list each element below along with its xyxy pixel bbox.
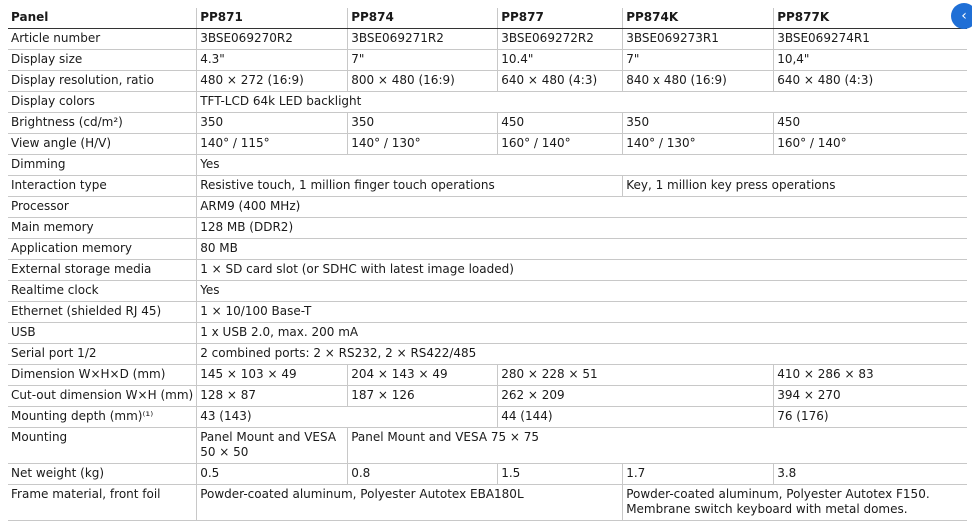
table-row bbox=[8, 71, 967, 92]
cell: 76 (176) bbox=[774, 407, 967, 428]
cell: 280 × 228 × 51 bbox=[498, 365, 774, 386]
table-row bbox=[8, 176, 967, 197]
row-label: Processor bbox=[8, 197, 197, 218]
cell: 450 bbox=[774, 113, 967, 134]
cell: 3BSE069271R2 bbox=[348, 29, 498, 50]
panel-header: Panel bbox=[8, 8, 197, 29]
table-row bbox=[8, 197, 967, 218]
cell: 7" bbox=[348, 50, 498, 71]
cell: 43 (143) bbox=[197, 407, 498, 428]
cell: 800 × 480 (16:9) bbox=[348, 71, 498, 92]
cell: Panel Mount and VESA 50 × 50 bbox=[197, 428, 348, 464]
row-label: Dimming bbox=[8, 155, 197, 176]
table-row bbox=[8, 239, 967, 260]
cell: 1.7 bbox=[623, 464, 774, 485]
cell: Yes bbox=[197, 281, 967, 302]
row-label: Serial port 1/2 bbox=[8, 344, 197, 365]
cell: 480 × 272 (16:9) bbox=[197, 71, 348, 92]
cell: Key, 1 million key press operations bbox=[623, 176, 967, 197]
chevron-left-icon: ‹ bbox=[961, 8, 967, 24]
row-label: Net weight (kg) bbox=[8, 464, 197, 485]
table-row bbox=[8, 428, 967, 464]
cell: 840 x 480 (16:9) bbox=[623, 71, 774, 92]
model-header: PP877 bbox=[498, 8, 623, 29]
cell: Yes bbox=[197, 155, 967, 176]
table-row bbox=[8, 113, 967, 134]
table-row bbox=[8, 365, 967, 386]
cell: 262 × 209 bbox=[498, 386, 774, 407]
cell: 3BSE069270R2 bbox=[197, 29, 348, 50]
cell: Resistive touch, 1 million finger touch operations bbox=[197, 176, 623, 197]
table-row bbox=[8, 323, 967, 344]
cell: 0.5 bbox=[197, 464, 348, 485]
cell: 2 combined ports: 2 × RS232, 2 × RS422/485 bbox=[197, 344, 967, 365]
model-header: PP874 bbox=[348, 8, 498, 29]
model-header: PP877K bbox=[774, 8, 967, 29]
cell: 10.4" bbox=[498, 50, 623, 71]
row-label: Display size bbox=[8, 50, 197, 71]
cell: 204 × 143 × 49 bbox=[348, 365, 498, 386]
table-row bbox=[8, 407, 967, 428]
row-label: Brightness (cd/m²) bbox=[8, 113, 197, 134]
row-label: View angle (H/V) bbox=[8, 134, 197, 155]
cell: 3BSE069272R2 bbox=[498, 29, 623, 50]
cell: 140° / 115° bbox=[197, 134, 348, 155]
table-row bbox=[8, 155, 967, 176]
table-row bbox=[8, 218, 967, 239]
row-label: Ethernet (shielded RJ 45) bbox=[8, 302, 197, 323]
cell: 1 × SD card slot (or SDHC with latest image loaded) bbox=[197, 260, 967, 281]
table-row bbox=[8, 281, 967, 302]
row-label: External storage media bbox=[8, 260, 197, 281]
cell: 4.3" bbox=[197, 50, 348, 71]
spec-table bbox=[8, 8, 967, 521]
header-row bbox=[8, 8, 967, 29]
row-label: Dimension W×H×D (mm) bbox=[8, 365, 197, 386]
table-row bbox=[8, 134, 967, 155]
cell: 44 (144) bbox=[498, 407, 774, 428]
cell: Powder-coated aluminum, Polyester Autotex F150. Membrane switch keyboard with metal domes. bbox=[623, 485, 967, 521]
cell: 187 × 126 bbox=[348, 386, 498, 407]
row-label: Application memory bbox=[8, 239, 197, 260]
cell: 640 × 480 (4:3) bbox=[498, 71, 623, 92]
cell: 1 x USB 2.0, max. 200 mA bbox=[197, 323, 967, 344]
table-row bbox=[8, 50, 967, 71]
cell: ARM9 (400 MHz) bbox=[197, 197, 967, 218]
cell: 80 MB bbox=[197, 239, 967, 260]
cell: 450 bbox=[498, 113, 623, 134]
model-header: PP871 bbox=[197, 8, 348, 29]
cell: Powder-coated aluminum, Polyester Autotex EBA180L bbox=[197, 485, 623, 521]
row-label: Cut-out dimension W×H (mm) bbox=[8, 386, 197, 407]
cell: 128 × 87 bbox=[197, 386, 348, 407]
table-row bbox=[8, 92, 967, 113]
row-label: Frame material, front foil bbox=[8, 485, 197, 521]
cell: 160° / 140° bbox=[774, 134, 967, 155]
cell: 394 × 270 bbox=[774, 386, 967, 407]
row-label: Mounting depth (mm)⁽¹⁾ bbox=[8, 407, 197, 428]
cell: 140° / 130° bbox=[348, 134, 498, 155]
row-label: Mounting bbox=[8, 428, 197, 464]
cell: 3.8 bbox=[774, 464, 967, 485]
table-row bbox=[8, 302, 967, 323]
cell: 7" bbox=[623, 50, 774, 71]
row-label: Interaction type bbox=[8, 176, 197, 197]
cell: 0.8 bbox=[348, 464, 498, 485]
row-label: Display resolution, ratio bbox=[8, 71, 197, 92]
cell: 140° / 130° bbox=[623, 134, 774, 155]
cell: 160° / 140° bbox=[498, 134, 623, 155]
row-label: Main memory bbox=[8, 218, 197, 239]
row-label: Display colors bbox=[8, 92, 197, 113]
cell: Panel Mount and VESA 75 × 75 bbox=[348, 428, 967, 464]
row-label: USB bbox=[8, 323, 197, 344]
row-label: Article number bbox=[8, 29, 197, 50]
table-row bbox=[8, 464, 967, 485]
cell: TFT-LCD 64k LED backlight bbox=[197, 92, 967, 113]
cell: 640 × 480 (4:3) bbox=[774, 71, 967, 92]
cell: 145 × 103 × 49 bbox=[197, 365, 348, 386]
collapse-button[interactable] bbox=[951, 3, 972, 29]
table-row bbox=[8, 386, 967, 407]
cell: 350 bbox=[348, 113, 498, 134]
cell: 350 bbox=[197, 113, 348, 134]
cell: 10,4" bbox=[774, 50, 967, 71]
cell: 350 bbox=[623, 113, 774, 134]
cell: 1 × 10/100 Base-T bbox=[197, 302, 967, 323]
table-row bbox=[8, 485, 967, 521]
table-row bbox=[8, 260, 967, 281]
model-header: PP874K bbox=[623, 8, 774, 29]
table-row bbox=[8, 29, 967, 50]
cell: 128 MB (DDR2) bbox=[197, 218, 967, 239]
cell: 3BSE069274R1 bbox=[774, 29, 967, 50]
cell: 3BSE069273R1 bbox=[623, 29, 774, 50]
cell: 410 × 286 × 83 bbox=[774, 365, 967, 386]
cell: 1.5 bbox=[498, 464, 623, 485]
table-row bbox=[8, 344, 967, 365]
row-label: Realtime clock bbox=[8, 281, 197, 302]
